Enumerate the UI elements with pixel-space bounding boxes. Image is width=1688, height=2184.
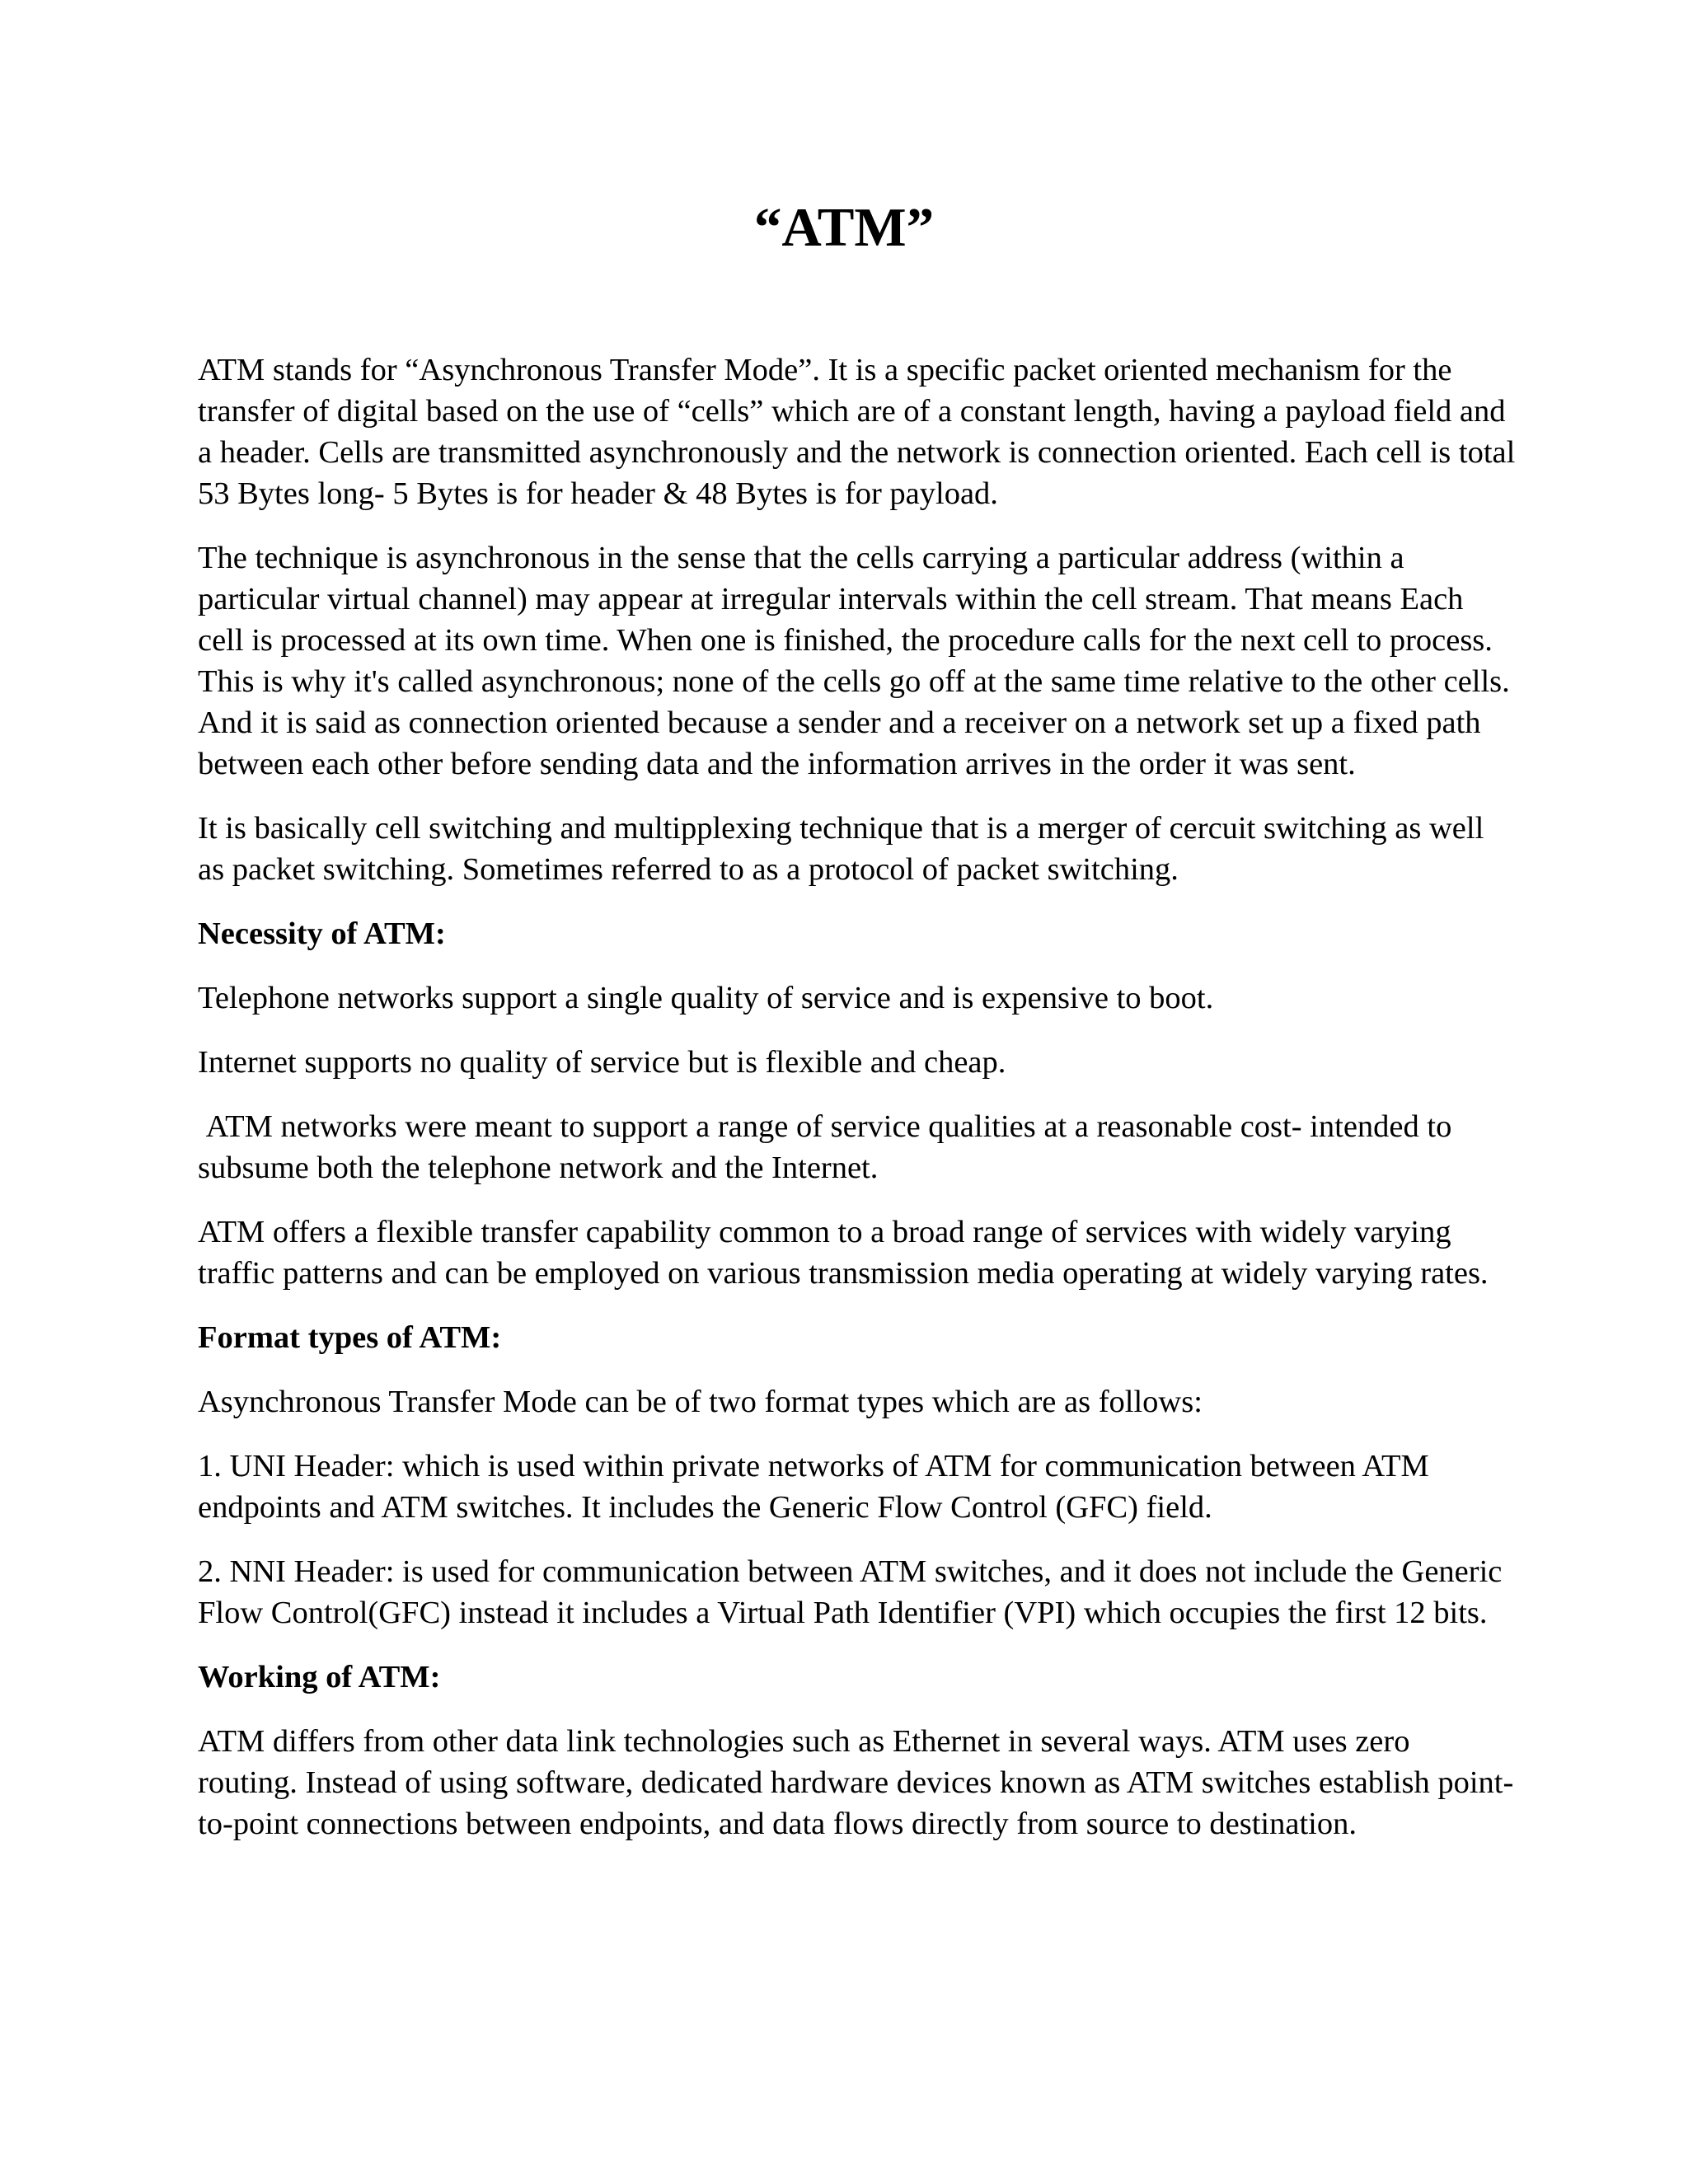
switching-paragraph: It is basically cell switching and multipplexing technique that is a merger of cercuit switching as well as packet switching. Sometimes referred to as a protocol of packet switching. [198, 811, 1484, 887]
necessity-paragraph: Internet supports no quality of service but is flexible and cheap. [198, 1045, 1006, 1080]
format-types-paragraph: 2. NNI Header: is used for communication between ATM switches, and it does not include the Generic Flow Control(GFC) instead it includes a Virtual Path Identifier (VPI) which occupies the first 12 bits. [198, 1554, 1503, 1630]
section-heading-working: Working of ATM: [198, 1660, 441, 1694]
working-paragraph: ATM differs from other data link technologies such as Ethernet in several ways. ATM uses zero routing. Instead of using software, dedicated hardware devices known as ATM switches establish point-to-point connections between endpoints, and data flows directly from source to destination. [198, 1724, 1514, 1841]
format-types-paragraph: Asynchronous Transfer Mode can be of two format types which are as follows: [198, 1385, 1203, 1419]
intro-paragraph: ATM stands for “Asynchronous Transfer Mode”. It is a specific packet oriented mechanism for the transfer of digital based on the use of “cells” which are of a constant length, having a payload field and a header. Cells are transmitted asynchronously and the network is connection oriented. Each cell is total 53 Bytes long- 5 Bytes is for header & 48 Bytes is for payload. [198, 353, 1516, 511]
necessity-paragraph: Telephone networks support a single quality of service and is expensive to boot. [198, 981, 1214, 1015]
necessity-paragraph: ATM offers a flexible transfer capability common to a broad range of services with widely varying traffic patterns and can be employed on various transmission media operating at widely varying rates. [198, 1215, 1489, 1291]
asynchronous-paragraph: The technique is asynchronous in the sense that the cells carrying a particular address (within a particular virtual channel) may appear at irregular intervals within the cell stream. That means Each cell is processed at its own time. When one is finished, the procedure calls for the next cell to process. This is why it's called asynchronous; none of the cells go off at the same time relative to the other cells. And it is said as connection oriented because a sender and a receiver on a network set up a fixed path between each other before sending data and the information arrives in the order it was sent. [198, 541, 1510, 781]
section-heading-necessity: Necessity of ATM: [198, 916, 446, 951]
document-body [198, 349, 1517, 1868]
section-heading-format-types: Format types of ATM: [198, 1320, 502, 1355]
necessity-paragraph: ATM networks were meant to support a range of service qualities at a reasonable cost- intended to subsume both the telephone network and the Internet. [198, 1109, 1460, 1185]
format-types-paragraph: 1. UNI Header: which is used within private networks of ATM for communication between ATM endpoints and ATM switches. It includes the Generic Flow Control (GFC) field. [198, 1449, 1429, 1525]
page-title: “ATM” [753, 197, 935, 258]
